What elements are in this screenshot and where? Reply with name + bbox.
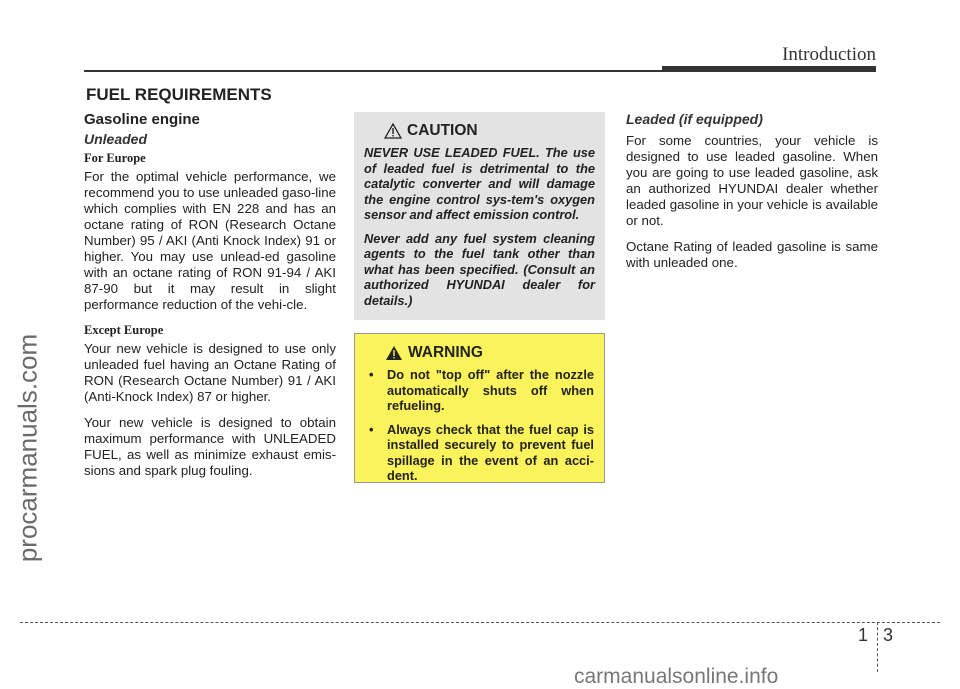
caution-paragraph-1: NEVER USE LEADED FUEL. The use of leaded fuel is detrimental to the catalytic converter and will damage the engine control sys-tem's oxygen sensor and affect emission control. (364, 145, 595, 222)
except-europe-label: Except Europe (84, 323, 164, 337)
right-column (626, 111, 878, 281)
warning-item-text: Do not "top off" after the nozzle automatically shuts off when refueling. (387, 367, 594, 413)
except-europe-paragraph-1: Your new vehicle is designed to use only unleaded fuel having an Octane Rating of RON (Research Octane Number) 91 / AKI (Anti-Knock Index) 87 or higher. (84, 341, 336, 404)
left-column (84, 111, 336, 489)
warning-item (365, 367, 594, 414)
section-title: FUEL REQUIREMENTS (86, 85, 272, 104)
caution-box (354, 112, 605, 320)
except-europe-paragraph-2: Your new vehicle is designed to obtain maximum performance with UNLEADED FUEL, as well as minimize exhaust emis-sions and spark plug fouling. (84, 415, 336, 478)
page-number: 3 (883, 625, 894, 645)
caution-triangle-icon (384, 123, 402, 139)
warning-box (354, 333, 605, 483)
warning-title: WARNING (408, 344, 483, 361)
caution-title: CAUTION (407, 122, 478, 139)
header-rule-thick (662, 66, 876, 72)
footer-dashed-line (20, 622, 940, 623)
europe-paragraph: For the optimal vehicle performance, we recommend you to use unleaded gaso-line which complies with EN 228 and has an octane rating of RON (Research Octane Number) 95 / AKI (Anti Knock Index) 91 or higher. You may use unlead-ed gasoline with an octane rating of RON 91-94 / AKI 87-90 but it may result in slight performance reduction of the vehi-cle. (84, 169, 336, 312)
leaded-subheading: Leaded (if equipped) (626, 111, 763, 127)
caution-header (364, 122, 595, 140)
warning-item-text: Always check that the fuel cap is installed securely to prevent fuel spillage in the event of an acci-dent. (387, 421, 594, 483)
header-rule-thin (84, 70, 662, 72)
bullet-icon: • (369, 421, 374, 437)
leaded-paragraph-2: Octane Rating of leaded gasoline is same with unleaded one. (626, 239, 878, 270)
warning-item (365, 422, 594, 484)
footer-dashed-divider (877, 622, 878, 672)
leaded-paragraph-1: For some countries, your vehicle is designed to use leaded gasoline. When you are going to use leaded gasoline, ask an authorized HYUNDAI dealer whether leaded gasoline in your vehicle is available or not. (626, 133, 878, 228)
unleaded-subheading: Unleaded (84, 131, 148, 147)
side-watermark-text: procarmanuals.com (12, 333, 43, 563)
bottom-watermark: carmanualsonline.info (574, 665, 779, 688)
page-header-title: Introduction (782, 44, 876, 65)
gasoline-engine-heading: Gasoline engine (84, 111, 200, 128)
for-europe-label: For Europe (84, 151, 146, 165)
side-watermark (6, 0, 46, 689)
warning-list (365, 367, 594, 484)
warning-triangle-icon (385, 345, 403, 361)
chapter-number: 1 (858, 625, 869, 645)
warning-header (365, 344, 594, 362)
bullet-icon: • (369, 367, 374, 382)
caution-paragraph-2: Never add any fuel system cleaning agents to the fuel tank other than what has been specified. (Consult an authorized HYUNDAI dealer for details.) (364, 230, 595, 308)
